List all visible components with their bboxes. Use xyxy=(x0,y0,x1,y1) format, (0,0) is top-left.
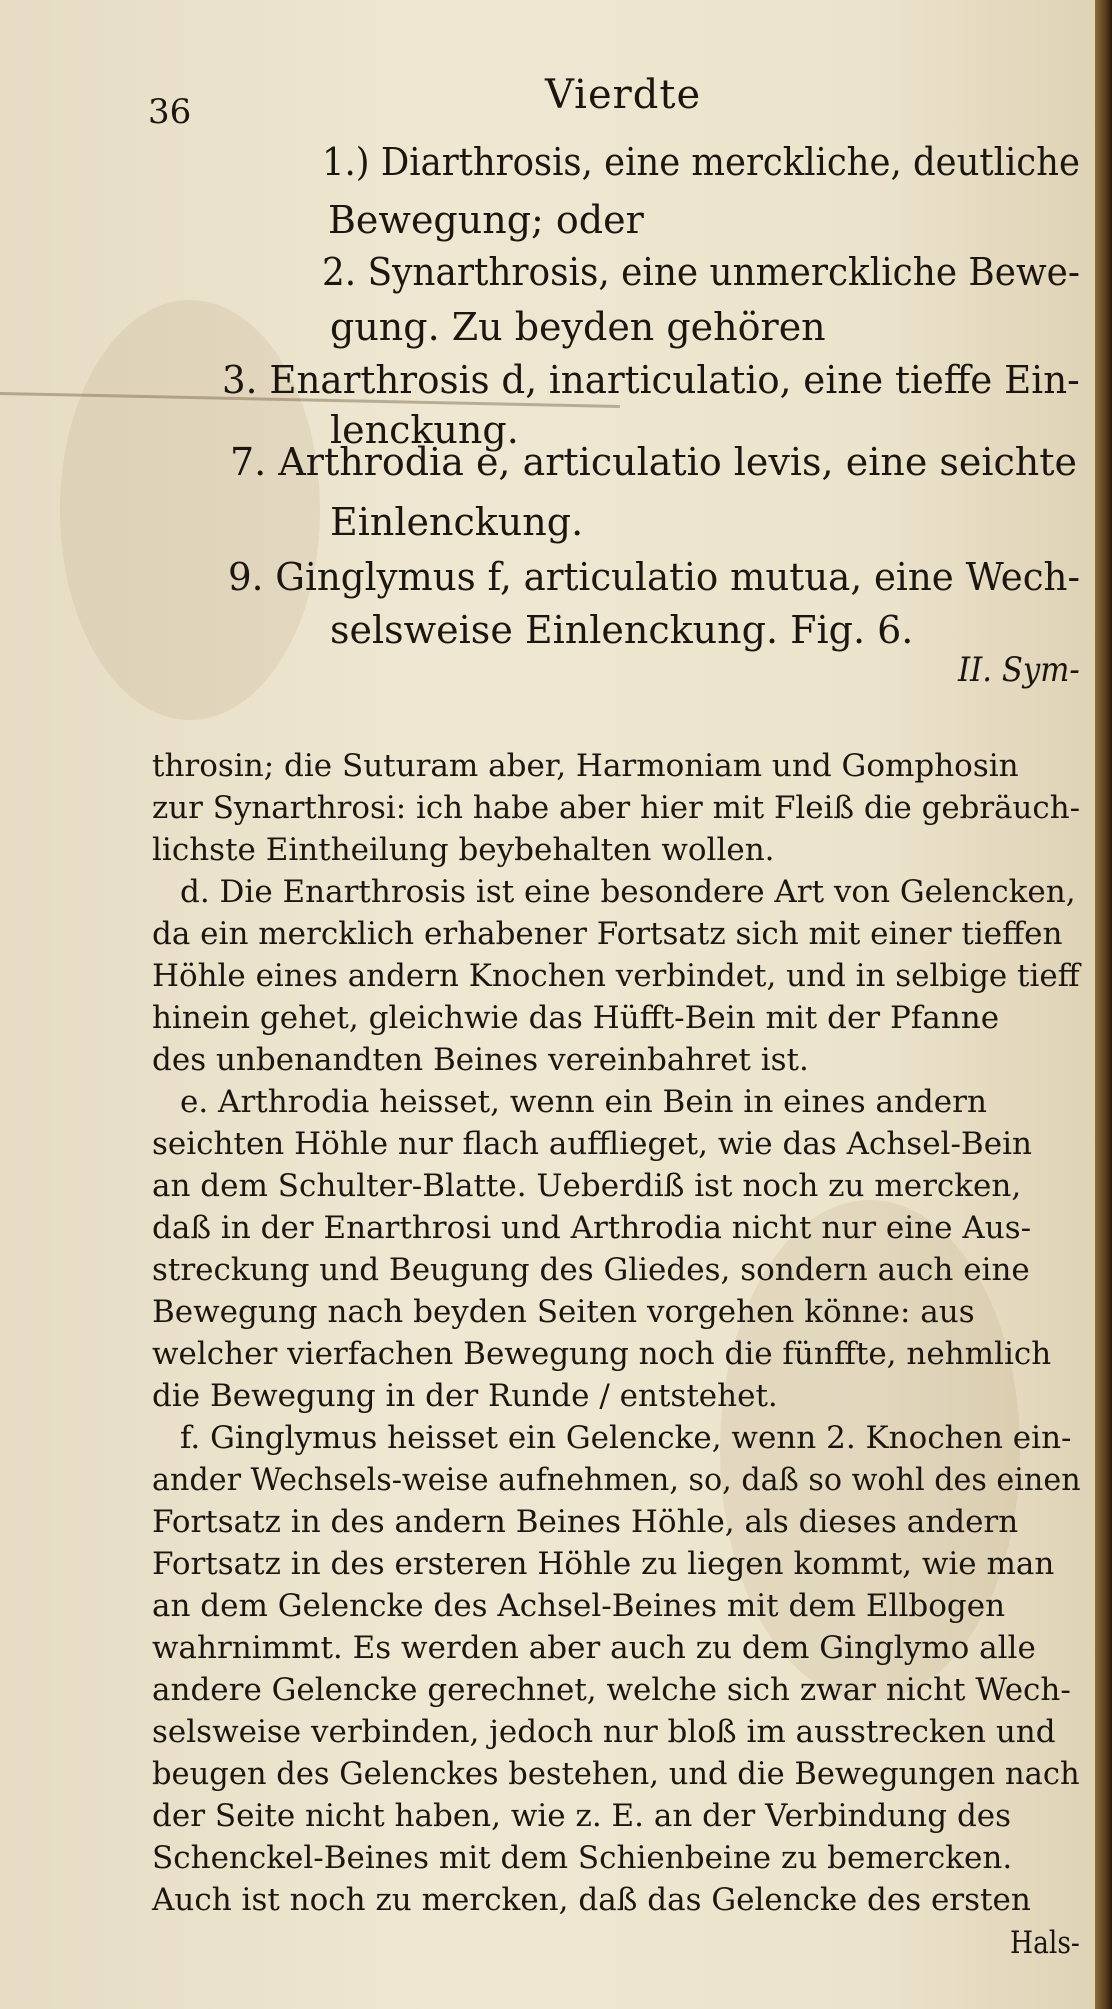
note-line: Fortsatz in des andern Beines Höhle, als dieses andern xyxy=(152,1504,1019,1540)
note-line: ander Wechsels-weise aufnehmen, so, daß so wohl des einen xyxy=(152,1462,1081,1498)
note-line: wahrnimmt. Es werden aber auch zu dem Ginglymo alle xyxy=(152,1630,1036,1666)
note-line: Schenckel-Beines mit dem Schienbeine zu bemercken. xyxy=(152,1840,1013,1876)
list-item: Einlenckung. xyxy=(330,500,584,544)
note-line: da ein mercklich erhabener Fortsatz sich mit einer tieffen xyxy=(152,916,1063,952)
running-head: Vierdte xyxy=(545,72,702,118)
note-line: Höhle eines andern Knochen verbindet, und in selbige tieff xyxy=(152,958,1080,994)
note-line: die Bewegung in der Runde / entstehet. xyxy=(152,1378,778,1414)
list-item: lenckung. xyxy=(330,408,519,452)
note-line: an dem Gelencke des Achsel-Beines mit dem Ellbogen xyxy=(152,1588,1006,1624)
note-line: d. Die Enarthrosis ist eine besondere Art von Gelencken, xyxy=(180,874,1076,910)
list-item: selsweise Einlenckung. Fig. 6. xyxy=(330,608,914,652)
note-line: zur Synarthrosi: ich habe aber hier mit Fleiß die gebräuch- xyxy=(152,790,1081,826)
book-spine xyxy=(1095,0,1112,2009)
list-item: 9. Ginglymus f, articulatio mutua, eine Wech- xyxy=(228,555,1081,599)
note-line: beugen des Gelenckes bestehen, und die Bewegungen nach xyxy=(152,1756,1080,1792)
list-item: gung. Zu beyden gehören xyxy=(330,305,826,349)
list-item: 2. Synarthrosis, eine unmerckliche Bewe- xyxy=(322,250,1080,294)
note-line: streckung und Beugung des Gliedes, sondern auch eine xyxy=(152,1252,1030,1288)
note-line: Fortsatz in des ersteren Höhle zu liegen kommt, wie man xyxy=(152,1546,1055,1582)
note-line: Auch ist noch zu mercken, daß das Gelencke des ersten xyxy=(152,1882,1031,1918)
note-line: selsweise verbinden, jedoch nur bloß im ausstrecken und xyxy=(152,1714,1056,1750)
note-line: seichten Höhle nur flach aufflieget, wie das Achsel-Bein xyxy=(152,1126,1032,1162)
note-line: welcher vierfachen Bewegung noch die fünffte, nehmlich xyxy=(152,1336,1052,1372)
note-line: des unbenandten Beines vereinbahret ist. xyxy=(152,1042,809,1078)
note-line: throsin; die Suturam aber, Harmoniam und Gomphosin xyxy=(152,748,1019,784)
list-item: 1.) Diarthrosis, eine merckliche, deutliche xyxy=(322,140,1080,184)
note-line: f. Ginglymus heisset ein Gelencke, wenn 2. Knochen ein- xyxy=(180,1420,1072,1456)
list-item: 7. Arthrodia e, articulatio levis, eine seichte xyxy=(230,440,1078,484)
note-line: lichste Eintheilung beybehalten wollen. xyxy=(152,832,775,868)
note-line: Bewegung nach beyden Seiten vorgehen könne: aus xyxy=(152,1294,975,1330)
note-line: daß in der Enarthrosi und Arthrodia nicht nur eine Aus- xyxy=(152,1210,1032,1246)
catchword: II. Sym- xyxy=(958,650,1080,690)
list-item: 3. Enarthrosis d, inarticulatio, eine tieffe Ein- xyxy=(222,358,1080,402)
note-line: e. Arthrodia heisset, wenn ein Bein in eines andern xyxy=(180,1084,987,1120)
note-line: hinein gehet, gleichwie das Hüfft-Bein mit der Pfanne xyxy=(152,1000,1000,1036)
list-item: Bewegung; oder xyxy=(328,198,644,242)
note-line: andere Gelencke gerechnet, welche sich zwar nicht Wech- xyxy=(152,1672,1071,1708)
note-line: der Seite nicht haben, wie z. E. an der Verbindung des xyxy=(152,1798,1012,1834)
note-line: an dem Schulter-Blatte. Ueberdiß ist noch zu mercken, xyxy=(152,1168,1022,1204)
page-number: 36 xyxy=(148,92,192,132)
bottom-catchword: Hals- xyxy=(1010,1925,1080,1961)
